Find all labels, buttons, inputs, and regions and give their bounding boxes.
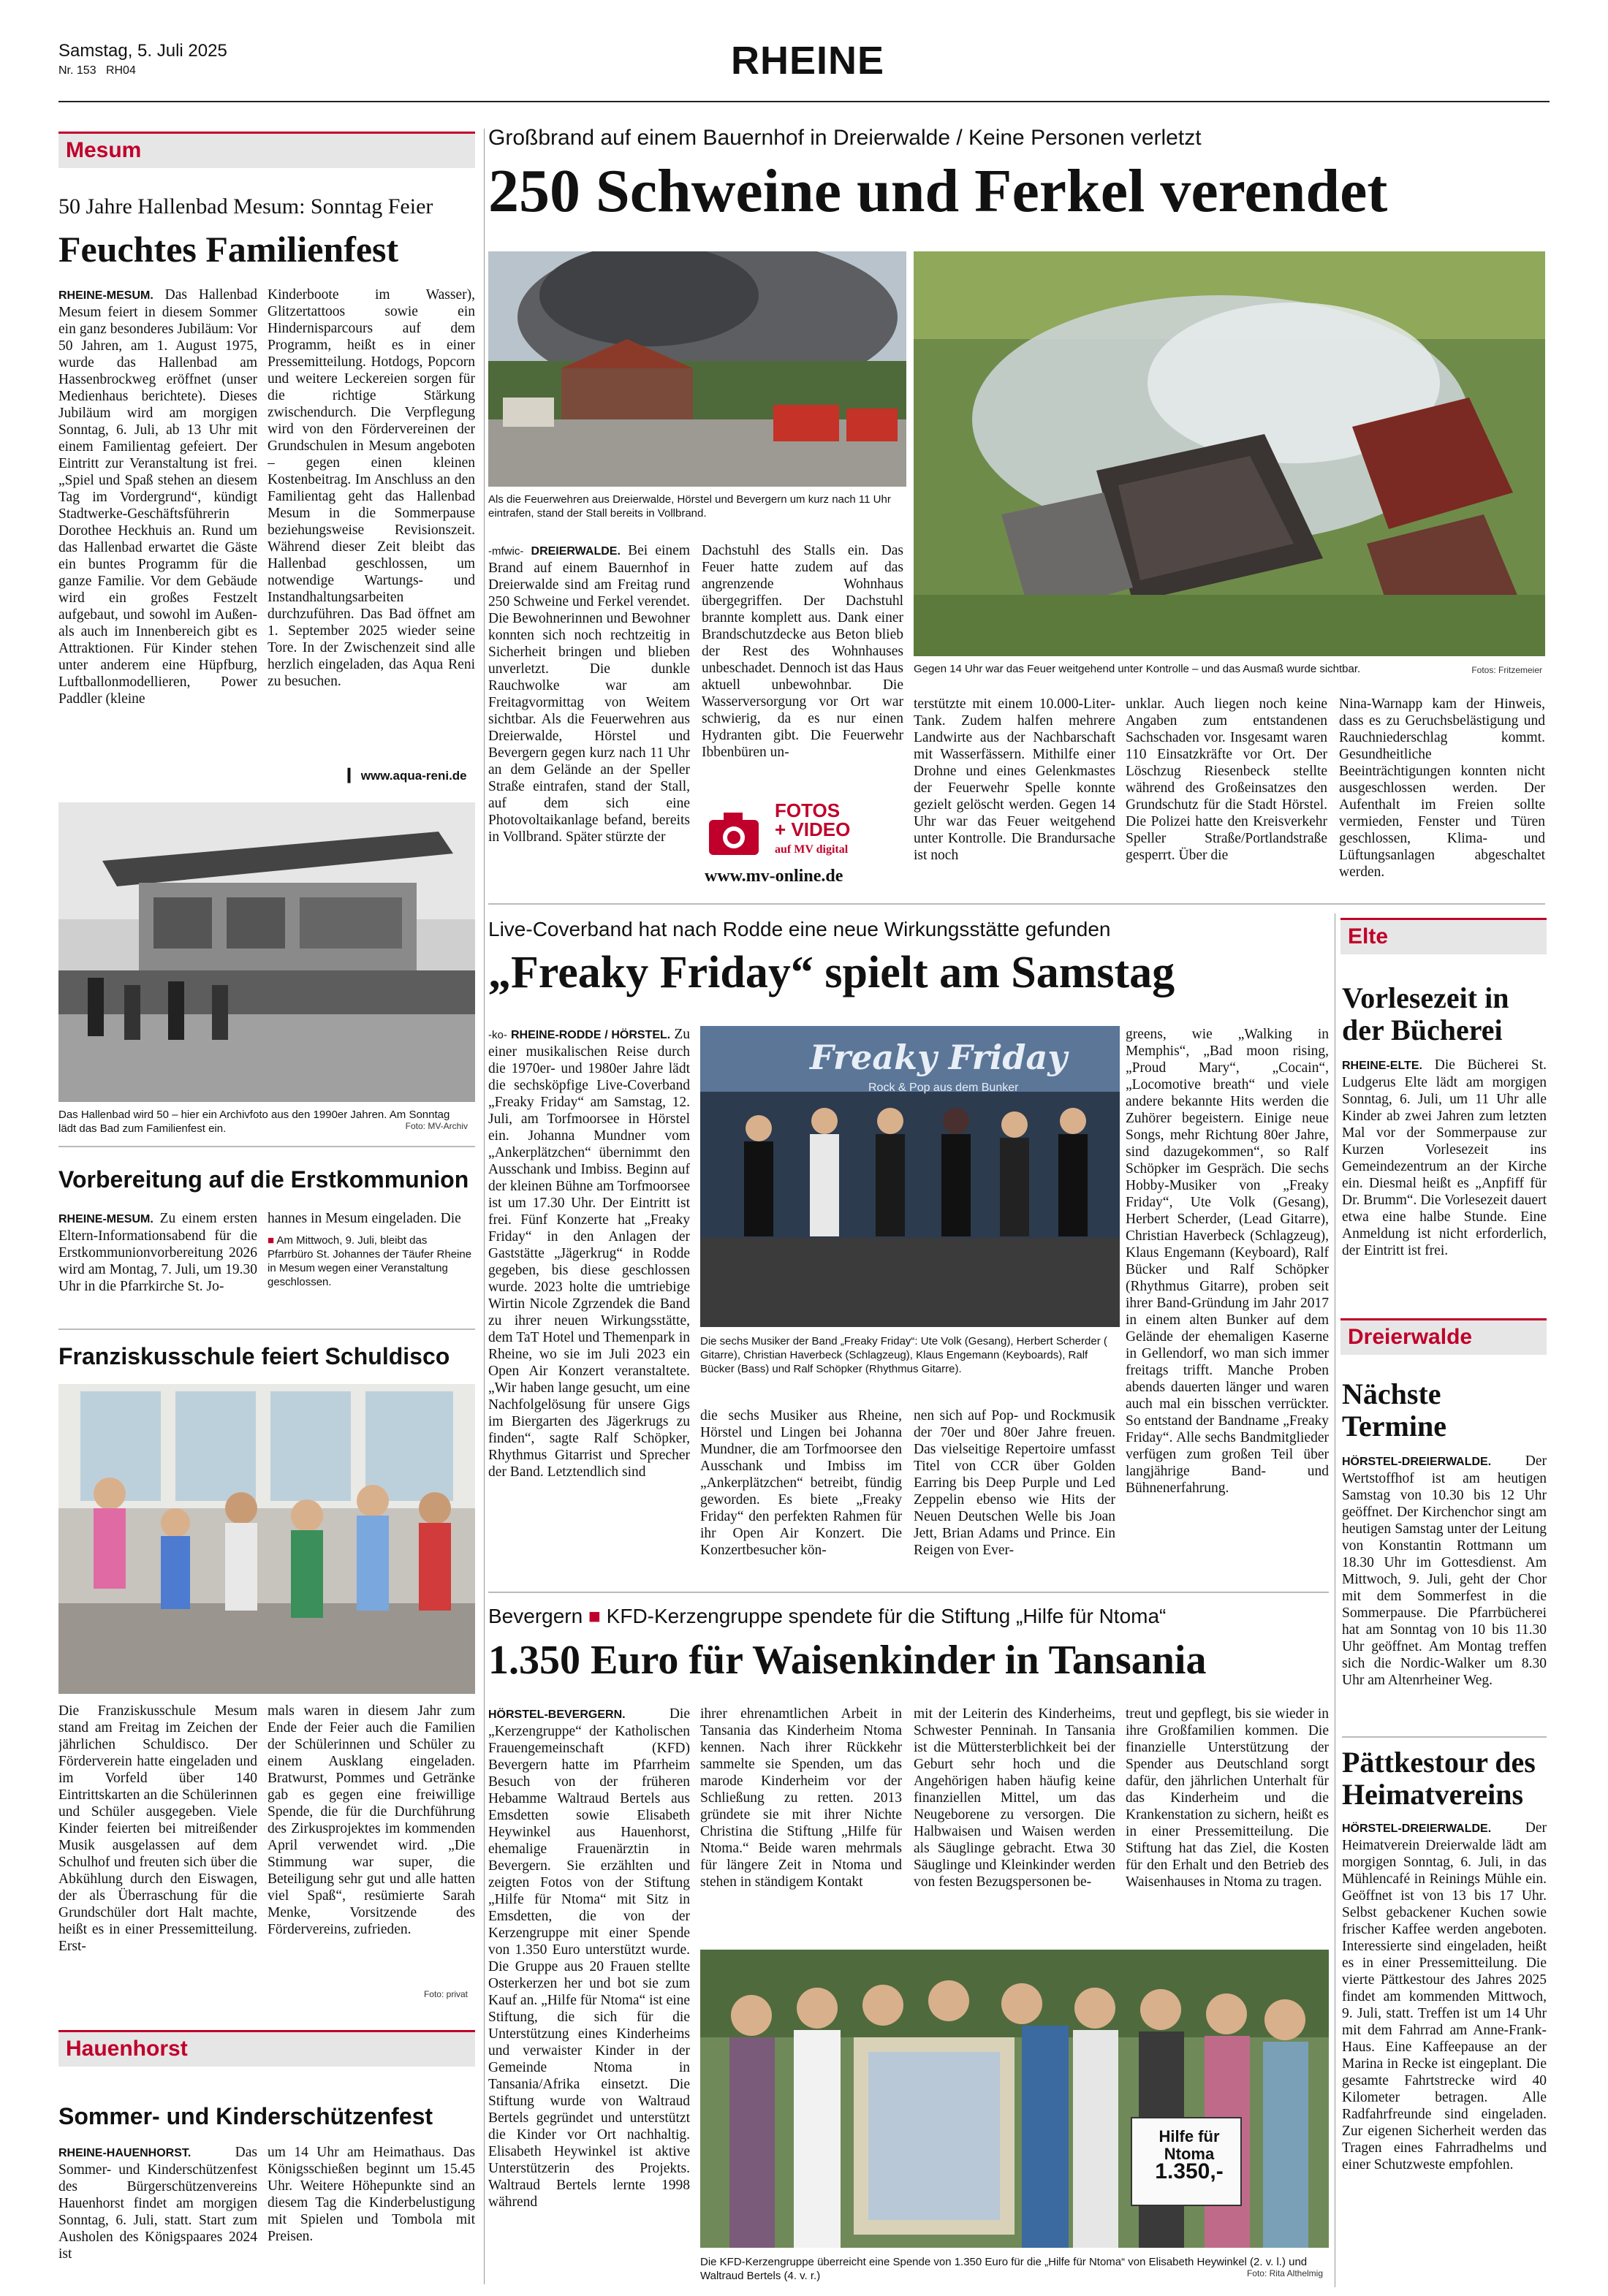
body-text: Zu einer musikalischen Reise durch die 1970er- und 1980er Jahre lädt die sechsköpfige Live-Coverband „Freaky Friday“ am Samstag, 12. Juli, am Torfmoorsee in Hörstel ein. Johanna Mundner vom „Ankerplätzchen“ übernimmt den Ausschank und Imbiss. Beginn auf der kleinen Bühne am Torfmoorsee ist um 17.30 Uhr. Der Eintritt ist frei. Fünf Konzerte hat „Freaky Friday“ in den Anlagen der Gaststätte „Jägerkrug“ in Rodde gegeben, bis diese geschlossen wurde. 2023 holte die umtriebige Wirtin Nicole Zgrzendek die Band zu ihrer neuen Wirkungsstätte, dem TaT Hotel und Themenpark in Rheine, wo sie im Juli 2023 ein Open Air Konzert veranstaltete. „Wir haben lange gesucht, um eine Nachfolgelösung für unsere Gigs im Biergarten des Jägerkrugs zu finden“, sagte Ralf Schöpker, Rhythmus Gitarrist und Sprecher der Band. Letztendlich sind	[488, 1027, 690, 1480]
dateline: HÖRSTEL-DREIERWALDE.	[1342, 1456, 1492, 1468]
issue-date: Samstag, 5. Juli 2025	[58, 41, 227, 61]
article-body-col	[488, 542, 690, 886]
article-kicker	[488, 1605, 1329, 1628]
author: -mfwic-	[488, 545, 524, 558]
kfd-image	[700, 1950, 1329, 2248]
body-text: Bei einem Brand auf einem Bauernhof in Dreierwalde sind am Freitag rund 250 Schweine und Ferkel verendet. Die Bewohnerinnen und Bewohner konnten sich noch rechtzeitig in Sicherheit bringen und blieben unverletzt. Die dunkle Rauchwolke war am Freitagvormittag von Weitem sichtbar. Als die Feuerwehren aus Dreierwalde, Hörstel und Bevergern gegen kurz nach 11 Uhr an dem Gelände an der Speller Straße eintrafen, stand der Stall, auf dem sich eine Photovoltaikanlage befand, bereits in Vollbrand. Später stürzte der	[488, 543, 690, 845]
body-text: Der Wertstoffhof ist am heutigen Samstag von 10.30 bis 12 Uhr geöffnet. Der Kirchenchor singt am heutigen Samstag unter der Leitung von Konstantin Rottmann um 18.30 Uhr im Gottesdienst. Am Mittwoch, 9. Juli, geht der Chor mit dem Sommerfest in die Sommerpause. Die Pfarrbücherei hat am Sonntag von 10 bis 11.30 Uhr geöffnet. Am Montag treffen sich die Nordic-Walker um 8.30 Uhr am Altenrheiner Weg.	[1342, 1453, 1547, 1688]
article-body-col: treut und gepflegt, bis sie wieder in ihre Großfamilien kommen. Die finanzielle Unterstützung der Spender aus Deutschland sorgt dafür, den jährlichen Unterhalt für das Kinderheim und die Krankenstation zu sichern, heißt es in einer Pressemitteilung. Die Stiftung hat das Ziel, die Kosten für den Erhalt und den Betrieb des Waisenhauses in Ntoma zu tragen.	[1126, 1706, 1329, 1890]
article-body-col: mit der Leiterin des Kinderheims, Schwester Penninah. In Tansania ist die Müttersterblichkeit bei der Geburt sehr hoch und die Angehörigen haben häufig keine finanziellen Mittel, um das Neugeborene zu versorgen. Die Halbwaisen und Waisen werden als Säuglinge gebracht. Etwa 30 Säuglinge und Kleinkinder werden von festen Bezugspersonen be-	[914, 1706, 1115, 1890]
article-body-col: unklar. Auch liegen noch keine Angaben zum entstandenen Sachschaden vor. Insgesamt waren 110 Einsatzkräfte vor Ort. Der Löschzug Riesenbeck stellte während des Großeinsatzes den Grundschutz für die Stadt Hörstel. Die Polizei hatte den Kreisverkehr Speller Straße/Portlandstraße gesperrt. Über die	[1126, 696, 1327, 863]
sign-line1: Hilfe für	[1158, 2127, 1220, 2145]
body-text: Das Sommer- und Kinderschützenfest des Bürgerschützenvereins Hauenhorst findet am morgigen Sonntag, 6. Juli, statt. Start zum Ausholen des Königspaares 2024 ist	[58, 2145, 257, 2262]
issue-number	[58, 64, 136, 77]
lead-headline: 250 Schweine und Ferkel verendet	[488, 157, 1388, 225]
article-headline: 1.350 Euro für Waisenkinder in Tansania	[488, 1638, 1207, 1683]
section-badge-dreierwalde: Dreierwalde	[1340, 1318, 1547, 1355]
photo-caption: Das Hallenbad wird 50 – hier ein Archivfoto aus den 1990er Jahren. Am Sonntag lädt das Bad zum Familienfest ein.	[58, 1109, 450, 1135]
article-headline: Pättkestour des Heimatvereins	[1342, 1746, 1536, 1811]
body-text: Die Bücherei St. Ludgerus Elte lädt am morgigen Sonntag, 6. Juli, um 11 Uhr alle Kinder ab zwei Jahren zum letzten Mal vor der Sommerpause zur Kurzen Vorlesezeit ins Gemeindezentrum an der Kirche ein. Diesmal heißt es „Anpfiff für Dr. Brumm“. Die Vorlesezeit dauert etwa eine halbe Stunde. Eine Anmeldung ist nicht erforderlich, der Eintritt ist frei.	[1342, 1057, 1547, 1258]
article-body-col: um 14 Uhr am Heimathaus. Das Königsschießen beginnt um 15.45 Uhr. Weitere Höhepunkte sind an diesem Tag die Kinderbelustigung mit Spielen und Tombola mit Preisen.	[268, 2145, 475, 2244]
donation-sign	[1142, 2128, 1237, 2182]
dateline: HÖRSTEL-DREIERWALDE.	[1342, 1822, 1492, 1835]
article-body-col: ihrer ehrenamtlichen Arbeit in Tansania das Kinderheim Ntoma kennen. Nach ihrer Rückkehr sammelte sie Spenden, um das marode Kinderheim vor der Schließung zu retten. 2013 gründete sie mit ihrer Nichte Christina die Stiftung „Hilfe für Ntoma.“ Beide waren mehrmals für längere Zeit in Ntoma und stehen in ständigem Kontakt	[700, 1706, 902, 1890]
article-body-col: hannes in Mesum eingeladen. Die	[268, 1211, 461, 1226]
article-body-col	[488, 1706, 690, 2290]
article-headline: Nächste Termine	[1342, 1377, 1446, 1442]
promo-title	[775, 801, 850, 839]
promo-line2: + VIDEO	[775, 818, 851, 840]
article-body-col	[1342, 1057, 1547, 1285]
camera-icon	[705, 804, 763, 862]
article-body-col: greens, wie „Walking in Memphis“, „Bad moon rising, „Proud Mary“, „Cocain“, „Locomotive breath“ und viele andere bekannte Hits werden die Zuhörer begeistern. Einige neue Songs, mehr Richtung 80er Jahre, sind dazugekommen“, so Ralf Schöpker im Gespräch. Die sechs Hobby-Musiker von „Freaky Friday“, Ute Volk (Gesang), Herbert Scherder, (Lead Gitarre), Christian Haverbeck (Schlagzeug), Klaus Engemann (Keyboard), Ralf Bücker und Ralf Schöpker (Rhythmus Gitarre), proben seit ihrer Band-Gründung im Jahr 2017 in einem alten Bunker auf dem Gelände der ehemaligen Kaserne in Gellendorf, wo man sich immer freitags trifft. Manche Proben abends dauerten länger und waren auch mal ein bisschen verrückter. So entstand der Bandname „Freaky Friday“. Alle sechs Bandmitglieder verfügen zum großen Teil über langjährige Band- und Bühnenerfahrung.	[1126, 1027, 1329, 1496]
article-body-col	[58, 1210, 257, 1334]
dateline: DREIERWALDE.	[531, 545, 621, 558]
web-link-text[interactable]: www.aqua-reni.de	[360, 769, 467, 783]
web-link[interactable]: ▎ www.aqua-reni.de	[348, 769, 467, 783]
header-divider	[58, 101, 1550, 102]
notice-text: Am Mittwoch, 9. Juli, bleibt das Pfarrbüro St. Johannes der Täufer Rheine in Mesum wegen einer Veranstaltung geschlossen.	[268, 1234, 472, 1288]
photo-fire-1	[488, 251, 906, 487]
section-badge-hauenhorst: Hauenhorst	[58, 2030, 475, 2067]
article-body-col: mals waren in diesem Jahr zum Ende der Feier auch die Familien der Schülerinnen und Schüler zu einem Ausklang eingeladen. Bratwurst, Pommes und Getränke gab es gegen eine freiwillige Spende, die für die Durchführung des Zirkusprojektes im kommenden April verwendet wird. „Die Stimmung war super, die Beteiligung sehr gut und alle hatten viel Spaß“, resümierte Sarah Menke, Vorsitzende des Fördervereins, zufrieden.	[268, 1703, 475, 1937]
band-banner-sub: Rock & Pop aus dem Bunker	[868, 1082, 1019, 1094]
divider	[488, 1592, 1329, 1593]
article-body-col: Dachstuhl des Stalls ein. Das Feuer hatte zudem auf das angrenzende Wohnhaus übergegriffen. Der Dachstuhl brannte komplett aus. Dank einer Brandschutzdecke aus Beton blieb der Rest des Wohnhauses unbeschadet. Dennoch ist das Haus aktuell unbewohnbar. Die Wasserversorgung vor Ort war schwierig, da es nur einen Hydranten gibt. Die Feuerwehr Ibbenbüren un-	[702, 543, 903, 760]
divider	[488, 903, 1545, 905]
body-text: Die „Kerzengruppe“ der Katholischen Frauengemeinschaft (KFD) Bevergern hatte im Pfarrheim Besuch von der früheren Hebamme Waltraud Bertels aus Emsdetten sowie Elisabeth Heywinkel aus Hauenhorst, ehemalige Frauenärztin in Bevergern. Sie erzählten und zeigten Fotos von der Stiftung „Hilfe für Ntoma“ mit Sitz in Emsdetten, die von der Kerzengruppe mit einer Spende von 1.350 Euro unterstützt wurde. Die Gruppe aus 20 Frauen stellte Osterkerzen her und bot sie zum Kauf an. „Hilfe für Ntoma“ ist eine Stiftung, die sich für die Unterstützung eines Kinderheims und verwaister Kinder in der Gemeinde Ntoma in Tansania/Afrika einsetzt. Die Stiftung wurde von Waltraud Bertels gegründet und unterstützt die Kinder vor Ort nachhaltig. Elisabeth Heywinkel ist aktive Unterstützerin des Projekts. Waltraud Bertels lernte 1998 während	[488, 1706, 690, 2210]
article-body-col	[1342, 1820, 1547, 2289]
kicker-place: Bevergern	[488, 1605, 583, 1627]
notice	[268, 1233, 475, 1289]
article-headline: Franziskusschule feiert Schuldisco	[58, 1343, 450, 1369]
aerial-image	[914, 251, 1545, 656]
article-headline: Sommer- und Kinderschützenfest	[58, 2103, 433, 2129]
photo-caption: Die sechs Musiker der Band „Freaky Friday“: Ute Volk (Gesang), Herbert Scherder ( Gitarre), Christian Haverbeck (Schlagzeug), Klaus Engemann (Keyboards), Ralf Bücker (Bass) und Ralf Schöpker (Rhythmus Gitarre).	[700, 1335, 1107, 1375]
dateline: RHEINE-RODDE / HÖRSTEL.	[510, 1029, 671, 1041]
divider	[58, 1146, 475, 1147]
article-headline: „Freaky Friday“ spielt am Samstag	[488, 948, 1175, 997]
column-divider	[484, 129, 485, 2284]
photo-fire-aerial	[914, 251, 1545, 656]
body-text: Das Hallenbad Mesum feiert in diesem Sommer ein ganz besonderes Jubiläum: Vor 50 Jahren, am 1. August 1975, wurde das Hallenbad am Hassenbrockweg eröffnet (unser Medienhaus berichtete). Dieses Jubiläum wird am morgigen Sonntag, 6. Juli, ab 13 Uhr mit einem Familientag gefeiert. Der Eintritt zur Veranstaltung ist frei. „Spiel und Spaß stehen an diesem Tag im Vordergrund“, kündigt Stadtwerke-Geschäftsführerin Dorothee Heckhuis an. Rund um das Hallenbad erwartet die Gäste ein buntes Programm für die ganze Familie. Vor dem Gebäude wird ein großes Festzelt aufgebaut, und sowohl im Außen- als auch im Innenbereich gibt es Attraktionen. Für Kinder stehen unter anderem eine Hüpfburg, Luftballonmodellieren, Power Paddler (kleine	[58, 287, 257, 707]
dateline: HÖRSTEL-BEVERGERN.	[488, 1708, 626, 1721]
dateline: RHEINE-MESUM.	[58, 1213, 153, 1225]
article-headline: Vorlesezeit in der Bücherei	[1342, 981, 1509, 1046]
sign-line2: Ntoma	[1164, 2145, 1215, 2163]
promo-url[interactable]: www.mv-online.de	[705, 867, 843, 886]
article-kicker: Live-Coverband hat nach Rodde eine neue Wirkungsstätte gefunden	[488, 918, 1111, 940]
photo-caption: Gegen 14 Uhr war das Feuer weitgehend unter Kontrolle – und das Ausmaß wurde sichtbar.	[914, 663, 1361, 675]
promo-sub: auf MV digital	[775, 843, 849, 856]
bullet-icon: ■	[268, 1234, 275, 1247]
divider	[1342, 1736, 1547, 1738]
photo-credit: Foto: Rita Althelmig	[1246, 2268, 1323, 2278]
photo-credit: Foto: privat	[423, 1989, 468, 1999]
fire-image	[488, 251, 906, 487]
lead-kicker: Großbrand auf einem Bauernhof in Dreierwalde / Keine Personen verletzt	[488, 126, 1202, 150]
page-code: RH04	[105, 64, 136, 77]
sign-amount: 1.350,-	[1155, 2159, 1224, 2183]
schuldisco-image	[58, 1384, 475, 1694]
section-badge-elte: Elte	[1340, 918, 1547, 954]
kicker-text: KFD-Kerzengruppe spendete für die Stiftung „Hilfe für Ntoma“	[606, 1605, 1167, 1627]
article-body-col	[58, 2144, 257, 2287]
photo-credit: Foto: MV-Archiv	[405, 1121, 468, 1131]
article-body-col: terstützte mit einem 10.000-Liter-Tank. Zudem halfen mehrere Landwirte aus der Nachbarschaft mit Wasserfässern. Mithilfe einer Drohne und eines Gelenkmastes der Feuerwehr Spelle konnte gezielt gelöscht werden. Gegen 14 Uhr war das Feuer weitgehend unter Kontrolle. Die Brandursache ist noch	[914, 696, 1115, 863]
photo-band	[700, 1026, 1120, 1327]
bullet-icon: ■	[588, 1605, 601, 1627]
band-banner: Freaky Friday	[810, 1038, 1068, 1077]
promo-line1: FOTOS	[775, 799, 841, 821]
article-body-col: die sechs Musiker aus Rheine, Hörstel und Lingen bei Johanna Mundner, die am Torfmoorsee den Ausschank und Imbiss im „Ankerplätzchen“ betreibt, fündig geworden. Es biete „Freaky Friday“ den perfekten Rahmen für ihr Open Air Konzert. Die Konzertbesucher kön-	[700, 1408, 902, 1558]
page-title: RHEINE	[731, 39, 885, 83]
divider	[58, 1328, 475, 1330]
dateline: RHEINE-ELTE.	[1342, 1060, 1422, 1072]
author: -ko-	[488, 1029, 507, 1041]
article-body-col: Kinderboote im Wasser), Glitzertattoos sowie ein Hindernisparcours auf dem Programm, heißt es in einer Pressemitteilung. Hotdogs, Popcorn und weitere Leckereien sorgen für die richtige Stärkung zwischendurch. Die Verpflegung wird von den Fördervereinen der Grundschulen in Mesum angeboten – gegen einen kleinen Kostenbeitrag. Im Anschluss an den Familientag geht das Hallenbad Mesum in die Sommerpause beziehungsweise Revisionszeit. Während dieser Zeit bleibt das Hallenbad geschlossen, um notwendige Wartungs- und Instandhaltungsarbeiten durchzuführen. Das Bad öffnet am 1. September 2025 wieder seine Tore. In der Zwischenzeit sind alle herzlich eingeladen, das Aqua Reni zu besuchen.	[268, 287, 475, 689]
photo-kfd-group	[700, 1950, 1329, 2248]
article-headline: Vorbereitung auf die Erstkommunion	[58, 1166, 469, 1193]
dateline: RHEINE-HAUENHORST.	[58, 2147, 191, 2159]
photo-caption: Die KFD-Kerzengruppe überreicht eine Spende von 1.350 Euro für die „Hilfe für Ntoma“ von Elisabeth Heywinkel (2. v. l.) und Waltraud Bertels (4. v. r.)	[700, 2256, 1308, 2282]
article-body-col: Die Franziskusschule Mesum stand am Freitag im Zeichen der jährlichen Schuldisco. Der Förderverein hatte eingeladen und im Vorfeld über 140 Eintrittskarten an die Schülerinnen und Schüler ausgegeben. Viele Kinder feierten bei mitreißender Musik ausgelassen auf dem Schulhof und freuten sich über die Abkühlung durch den Eiswagen, der als Überraschung für die Grundschüler dort Halt machte, heißt es in einer Pressemitteilung. Erst-	[58, 1703, 257, 1954]
article-body-col	[488, 1026, 690, 1574]
promo-box[interactable]	[702, 798, 903, 893]
body-text: Zu einem ersten Eltern-Informationsabend für die Erstkommunionvorbereitung 2026 wird am Montag, 7. Juli, um 19.30 Uhr in die Pfarrkirche St. Jo-	[58, 1211, 257, 1294]
section-badge-mesum: Mesum	[58, 132, 475, 168]
issue-nr: Nr. 153	[58, 64, 96, 77]
article-body-col	[1342, 1453, 1547, 1730]
photo-hallenbad	[58, 802, 475, 1102]
article-body-col: Nina-Warnapp kam der Hinweis, dass es zu Geruchsbelästigung und Rauchniederschlag kommt. Gesundheitliche Beeinträchtigungen konnten nicht ausgeschlossen werden. Der Aufenthalt im Freien sollte vermieden, Fenster und Türen geschlossen, Klima- und Lüftungsanlagen abgeschaltet werden.	[1339, 696, 1545, 880]
article-body-col: nen sich auf Pop- und Rockmusik der 70er und 80er Jahre freuen. Das vielseitige Repertoire umfasst Titel von CCR über Golden Earring bis Deep Purple und Led Zeppelin ebenso wie Hits der Neuen Deutschen Welle bis Joan Jett, Brian Adams und Prince. Ein Reigen von Ever-	[914, 1408, 1115, 1558]
photo-caption: Als die Feuerwehren aus Dreierwalde, Hörstel und Bevergern um kurz nach 11 Uhr eintrafen, stand der Stall bereits in Vollbrand.	[488, 493, 891, 520]
dateline: RHEINE-MESUM.	[58, 289, 153, 302]
photo-schuldisco	[58, 1384, 475, 1694]
article-kicker: 50 Jahre Hallenbad Mesum: Sonntag Feier	[58, 194, 433, 218]
hallenbad-image	[58, 802, 475, 1102]
article-body-col	[58, 286, 257, 791]
photo-credit: Fotos: Fritzemeier	[1471, 665, 1542, 675]
article-headline: Feuchtes Familienfest	[58, 229, 399, 270]
body-text: Der Heimatverein Dreierwalde lädt am morgigen Sonntag, 6. Juli, in das Mühlencafé in Reinings Mühle ein. Geöffnet ist von 13 bis 17 Uhr. Selbst gebackener Kuchen sowie frischer Kaffee werden angeboten. Interessierte sind eingeladen, heißt es in einer Pressemitteilung. Die vierte Pättkestour des Jahres 2025 findet am kommenden Mittwoch, 9. Juli, statt. Treffen ist um 14 Uhr mit dem Fahrrad am Anne-Frank-Haus. Eine Kaffeepause an der Marina in Recke ist eingeplant. Die gesamte Fahrtstrecke wird 40 Kilometer betragen. Alle Radfahrfreunde sind eingeladen. Zur eigenen Sicherheit werden das Tragen eines Fahrradhelms und einer Schutzweste empfohlen.	[1342, 1820, 1547, 2173]
